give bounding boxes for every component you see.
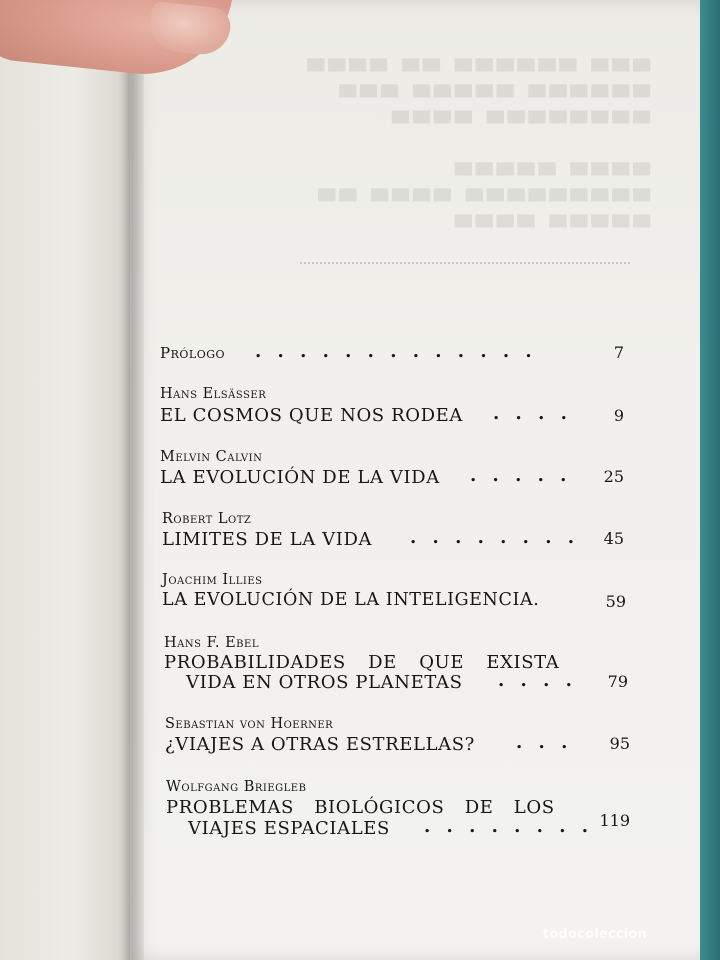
entry-leader-dots: . . . (516, 732, 573, 753)
entry-author: Wolfgang Briegleb (166, 779, 307, 795)
prologue-page-number: 7 (613, 343, 624, 362)
entry-page-number: 95 (609, 734, 630, 753)
entry-title: PROBLEMAS BIOLÓGICOS DE LOS (166, 797, 555, 818)
entry-page-number: 25 (603, 467, 624, 486)
entry-page-number: 9 (613, 406, 624, 425)
entry-author: Sebastian von Hoerner (165, 716, 334, 732)
entry-page-number: 79 (607, 672, 628, 691)
entry-author: Hans Elsässer (160, 386, 267, 402)
entry-leader-dots: . . . . (493, 403, 572, 424)
watermark-text: todocoleccion (543, 927, 647, 942)
show-through-text: ▀▀▀ ▀▀▀▀▀▀ ▀▀ ▀▀▀▀ ▀▀▀▀▀▀ ▀▀▀▀▀ ▀▀▀ ▀▀▀▀▀▀▀▀ ▀▀▀▀ ▀▀▀▀ ▀▀▀▀▀ ▀▀▀▀▀▀▀▀▀ ▀▀▀▀ ▀▀ ▀▀▀▀▀ ▀▀▀▀ (303, 60, 650, 241)
entry-title: LA EVOLUCIÓN DE LA INTELIGENCIA. (162, 590, 540, 610)
entry-title-continued: VIAJES ESPACIALES (188, 818, 390, 839)
entry-author: Melvin Calvin (160, 449, 263, 465)
entry-title: LIMITES DE LA VIDA (162, 529, 373, 550)
entry-author: Robert Lotz (162, 511, 252, 527)
entry-page-number: 45 (603, 529, 624, 548)
entry-title: EL COSMOS QUE NOS RODEA (160, 405, 463, 426)
entry-leader-dots: . . . . . . . . (410, 527, 579, 548)
entry-title-continued: VIDA EN OTROS PLANETAS (186, 672, 463, 693)
entry-title: LA EVOLUCIÓN DE LA VIDA (160, 467, 440, 488)
prologue-label: Prólogo (160, 344, 226, 362)
entry-author: Hans F. Ebel (164, 635, 259, 651)
entry-page-number: 59 (605, 592, 626, 611)
prologue-leader-dots: . . . . . . . . . . . . . (255, 341, 537, 362)
entry-author: Joachim Illies (162, 572, 263, 588)
entry-leader-dots: . . . . . . . . (424, 816, 593, 837)
entry-leader-dots: . . . . (498, 670, 577, 691)
entry-leader-dots: . . . . . (470, 465, 572, 486)
entry-page-number: 119 (599, 811, 630, 830)
entry-title: ¿VIAJES A OTRAS ESTRELLAS? (165, 734, 475, 755)
entry-title: PROBABILIDADES DE QUE EXISTA (164, 652, 560, 673)
